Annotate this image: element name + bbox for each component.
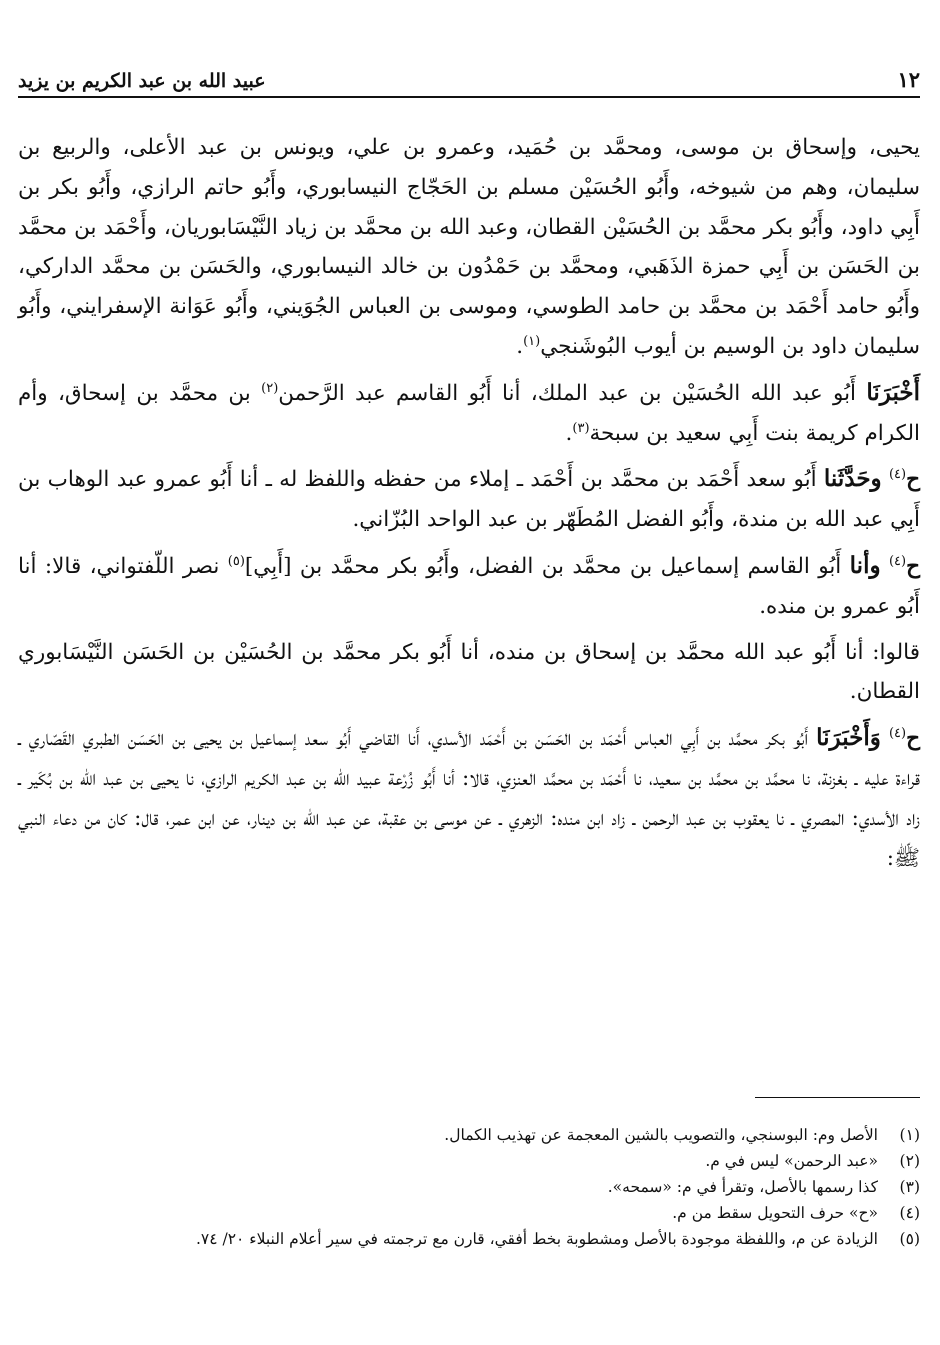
paragraph-4 xyxy=(18,546,920,627)
footnote-ref-1: (١) xyxy=(523,333,541,349)
footnote-number: (٣) xyxy=(899,1178,920,1196)
waakhbarana-lead: وَأَخْبَرَنَا xyxy=(816,724,881,752)
footnote-number: (٤) xyxy=(899,1204,920,1222)
footnote-ref-2: (٢) xyxy=(261,380,279,396)
ana-lead: وأنا xyxy=(849,551,881,579)
page-header xyxy=(18,58,920,98)
paragraph-5 xyxy=(18,633,920,713)
paragraph-2 xyxy=(18,373,920,454)
footnote-number: (٥) xyxy=(899,1230,920,1248)
tahwil-mark: ح xyxy=(906,726,920,752)
footnote-divider xyxy=(755,1097,920,1098)
paragraph-2-text-b: بن محمَّد بن إسحاق، وأم الكرام كريمة بنت أَبِي سعيد بن سبحة xyxy=(18,380,920,446)
tahwil-mark: ح xyxy=(906,467,920,493)
footnote xyxy=(18,1226,920,1252)
main-text xyxy=(18,128,920,884)
footnote-ref-5: (٥) xyxy=(227,553,245,569)
paragraph-6-text: أَبُو بكر محمَّد بن أَبِي العباس أَحْمَد بن الحَسَن بن أَحْمَد الأسدي، أَنا القاضي أَبُو سعد إسماعيل بن يحيى بن الحَسَن الطبري القَصّاري ـ قراءة عليه ـ بغزنة، نا محمَّد بن محمَّد بن سعيد، نا أَحْمَد بن محمَّد العنزي، قالا: أنا أَبُو زُرْعة عبيد الله بن عبد الكريم الرازي، نا يحيى بن عبد الله بن بُكَير ـ زاد الأسدي: المصري ـ نا يعقوب بن عبد الرحمن ـ زاد ابن منده: الزهري ـ عن موسى بن عقبة، عن عبد الله بن دينار، عن ابن عمر، قال: كان من دعاء النبي ﷺ: xyxy=(18,726,920,871)
paragraph-6 xyxy=(18,718,920,878)
footnote-text: الأصل وم: البوسنجي، والتصويب بالشين المعجمة عن تهذيب الكمال. xyxy=(444,1126,878,1144)
paragraph-1-end: . xyxy=(516,333,524,359)
footnotes xyxy=(18,1122,920,1252)
footnote-ref-4: (٤) xyxy=(888,553,907,569)
footnote-ref-3: (٣) xyxy=(572,420,590,436)
tahwil-mark: ح xyxy=(906,553,920,579)
paragraph-3-text: أَبُو سعد أَحْمَد بن محمَّد بن أَحْمَد ـ إملاء من حفظه واللفظ له ـ أنا أَبُو عمرو عبد الوهاب بن أَبِي عبد الله بن مندة، وأَبُو الفضل المُطَهّر بن عبد الواحد البُزّاني. xyxy=(18,467,920,533)
paragraph-2-end: . xyxy=(565,420,573,446)
paragraph-2-text-a: أَبُو عبد الله الحُسَيْن بن عبد الملك، أنا أَبُو القاسم عبد الرَّحمن xyxy=(278,380,857,406)
footnote-ref-4: (٤) xyxy=(888,726,907,742)
akhbarana-lead: أَخْبَرَنَا xyxy=(866,378,921,406)
footnote xyxy=(18,1174,920,1200)
footnote-text: الزيادة عن م، واللفظة موجودة بالأصل ومشطوبة بخط أفقي، قارن مع ترجمته في سير أعلام النبلاء ٢٠/ ٧٤. xyxy=(195,1230,878,1248)
footnote-ref-4: (٤) xyxy=(888,467,907,483)
footnote-text: كذا رسمها بالأصل، وتقرأ في م: «سمحه». xyxy=(607,1178,878,1196)
footnote xyxy=(18,1200,920,1226)
paragraph-5-text: قالوا: أنا أَبُو عبد الله محمَّد بن إسحاق بن منده، أنا أَبُو بكر محمَّد بن الحُسَيْن بن الحَسَن النَّيْسَابوري القطان. xyxy=(18,639,920,705)
paragraph-4-text-b: نصر اللّفتواني، قالا: أنا أَبُو عمرو بن منده. xyxy=(18,553,920,619)
footnote-text: «ح» حرف التحويل سقط من م. xyxy=(672,1204,878,1222)
paragraph-1 xyxy=(18,128,920,367)
footnote-number: (٢) xyxy=(899,1152,920,1170)
paragraph-4-text-a: أَبُو القاسم إسماعيل بن محمَّد بن الفضل، وأَبُو بكر محمَّد بن [أَبِي] xyxy=(244,553,842,579)
paragraph-1-text: يحيى، وإسحاق بن موسى، ومحمَّد بن حُمَيد، وعمرو بن علي، ويونس بن عبد الأعلى، والربيع بن سليمان، وهم من شيوخه، وأَبُو الحُسَيْن مسلم بن الحَجّاج النيسابوري، وأَبُو حاتم الرازي، وأَبُو بكر بن أَبِي داود، وأَبُو بكر محمَّد بن الحُسَيْن القطان، وعبد الله بن محمَّد بن زياد النَّيْسَابوريان، وأَحْمَد بن محمَّد بن الحَسَن بن أَبِي حمزة الذَهَبي، ومحمَّد بن حَمْدُون بن خالد النيسابوري، والحَسَن بن محمَّد الداركي، وأَبُو حامد أَحْمَد بن محمَّد بن حامد الطوسي، وموسى بن العباس الجُوَيني، وأَبُو عَوَانة الإسفرايني، وأَبُو سليمان داود بن الوسيم بن أيوب البُوشَنجي xyxy=(18,135,920,359)
footnote xyxy=(18,1122,920,1148)
paragraph-3 xyxy=(18,459,920,540)
footnote xyxy=(18,1148,920,1174)
page-number: ١٢ xyxy=(897,67,920,92)
running-title: عبيد الله بن عبد الكريم بن يزيد xyxy=(18,70,266,92)
footnote-number: (١) xyxy=(899,1126,920,1144)
footnote-text: «عبد الرحمن» ليس في م. xyxy=(705,1152,878,1170)
haddathana-lead: وحَدَّثَنا xyxy=(823,465,882,493)
